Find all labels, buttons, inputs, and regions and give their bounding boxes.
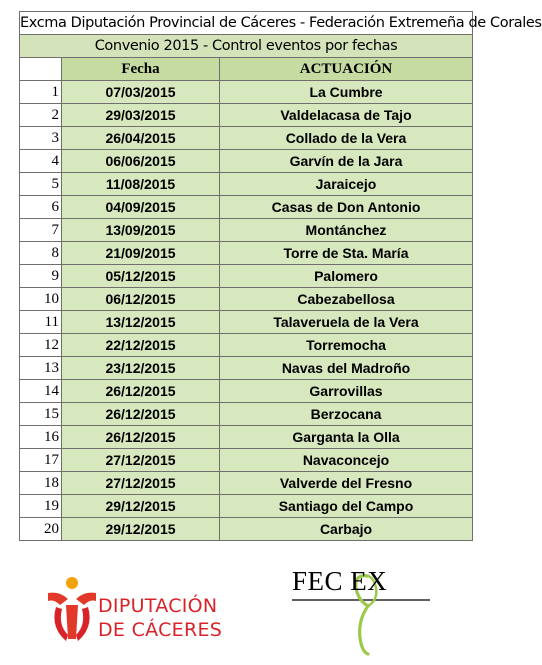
table-row — [20, 219, 473, 242]
row-number: 4 — [20, 150, 62, 173]
row-number: 1 — [20, 81, 62, 104]
event-place: Berzocana — [220, 403, 473, 426]
row-number: 11 — [20, 311, 62, 334]
event-date: 13/12/2015 — [62, 311, 220, 334]
sheet-subtitle: Convenio 2015 - Control eventos por fechas — [20, 35, 473, 58]
diputacion-line1: DIPUTACIÓN — [98, 595, 218, 617]
table-row — [20, 265, 473, 288]
row-number: 7 — [20, 219, 62, 242]
row-number: 5 — [20, 173, 62, 196]
event-date: 23/12/2015 — [62, 357, 220, 380]
event-date: 27/12/2015 — [62, 449, 220, 472]
event-place: Casas de Don Antonio — [220, 196, 473, 219]
event-date: 26/04/2015 — [62, 127, 220, 150]
event-place: Cabezabellosa — [220, 288, 473, 311]
row-number: 15 — [20, 403, 62, 426]
event-date: 11/08/2015 — [62, 173, 220, 196]
table-row — [20, 173, 473, 196]
row-number: 8 — [20, 242, 62, 265]
event-date: 22/12/2015 — [62, 334, 220, 357]
table-row — [20, 334, 473, 357]
event-place: Torre de Sta. María — [220, 242, 473, 265]
diputacion-emblem-icon — [46, 575, 102, 647]
header-blank-cell — [20, 58, 62, 81]
event-date: 06/06/2015 — [62, 150, 220, 173]
row-number: 10 — [20, 288, 62, 311]
row-number: 3 — [20, 127, 62, 150]
row-number: 19 — [20, 495, 62, 518]
event-date: 06/12/2015 — [62, 288, 220, 311]
event-place: Santiago del Campo — [220, 495, 473, 518]
event-date: 29/12/2015 — [62, 518, 220, 541]
sheet-title: Excma Diputación Provincial de Cáceres - Federación Extremeña de Corales — [20, 12, 473, 35]
event-place: Garganta la Olla — [220, 426, 473, 449]
event-place: La Cumbre — [220, 81, 473, 104]
event-place: Jaraicejo — [220, 173, 473, 196]
row-number: 13 — [20, 357, 62, 380]
event-place: Montánchez — [220, 219, 473, 242]
event-place: Navas del Madroño — [220, 357, 473, 380]
row-number: 14 — [20, 380, 62, 403]
fecorex-wordmark: FEC EX — [292, 566, 388, 596]
row-number: 6 — [20, 196, 62, 219]
header-actuacion: ACTUACIÓN — [220, 58, 473, 81]
table-row — [20, 196, 473, 219]
event-place: Navaconcejo — [220, 449, 473, 472]
event-place: Talaveruela de la Vera — [220, 311, 473, 334]
row-number: 18 — [20, 472, 62, 495]
row-number: 17 — [20, 449, 62, 472]
header-row — [20, 58, 473, 81]
event-date: 27/12/2015 — [62, 472, 220, 495]
table-row — [20, 127, 473, 150]
diputacion-line2: DE CÁCERES — [98, 619, 223, 641]
row-number: 12 — [20, 334, 62, 357]
event-place: Garvín de la Jara — [220, 150, 473, 173]
table-row — [20, 472, 473, 495]
event-date: 04/09/2015 — [62, 196, 220, 219]
event-place: Torremocha — [220, 334, 473, 357]
table-row — [20, 288, 473, 311]
table-row — [20, 380, 473, 403]
event-date: 26/12/2015 — [62, 380, 220, 403]
events-table — [19, 11, 542, 541]
event-place: Collado de la Vera — [220, 127, 473, 150]
event-date: 29/03/2015 — [62, 104, 220, 127]
row-number: 20 — [20, 518, 62, 541]
table-row — [20, 104, 473, 127]
row-number: 9 — [20, 265, 62, 288]
table-row — [20, 150, 473, 173]
table-row — [20, 81, 473, 104]
event-place: Carbajo — [220, 518, 473, 541]
table-row — [20, 311, 473, 334]
event-date: 26/12/2015 — [62, 426, 220, 449]
event-date: 13/09/2015 — [62, 219, 220, 242]
diputacion-wordmark — [98, 594, 222, 642]
table-row — [20, 242, 473, 265]
row-number: 16 — [20, 426, 62, 449]
event-date: 21/09/2015 — [62, 242, 220, 265]
event-date: 29/12/2015 — [62, 495, 220, 518]
table-row — [20, 518, 473, 541]
event-place: Valdelacasa de Tajo — [220, 104, 473, 127]
table-row — [20, 403, 473, 426]
table-row — [20, 495, 473, 518]
event-date: 26/12/2015 — [62, 403, 220, 426]
row-number: 2 — [20, 104, 62, 127]
event-place: Valverde del Fresno — [220, 472, 473, 495]
table-row — [20, 426, 473, 449]
event-date: 07/03/2015 — [62, 81, 220, 104]
table-row — [20, 449, 473, 472]
header-fecha: Fecha — [62, 58, 220, 81]
event-place: Garrovillas — [220, 380, 473, 403]
event-date: 05/12/2015 — [62, 265, 220, 288]
table-row — [20, 357, 473, 380]
event-place: Palomero — [220, 265, 473, 288]
